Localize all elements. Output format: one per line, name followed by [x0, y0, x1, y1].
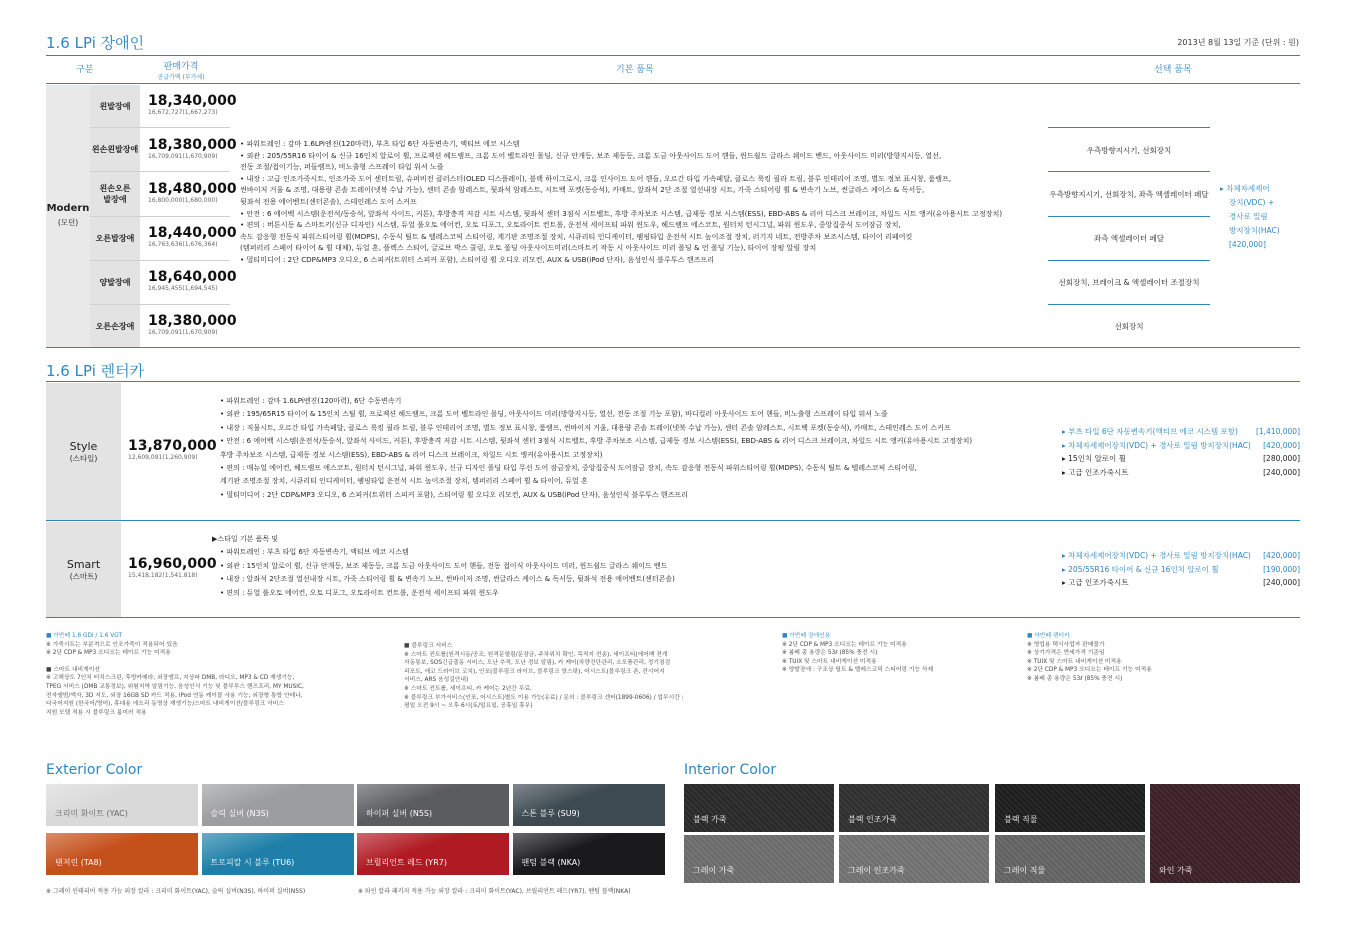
exterior-swatch [513, 784, 665, 826]
option-divider [1048, 127, 1210, 128]
notes-col4: ■ 아반떼 렌터카 ※ 영업용 택시사업자 판매불가 ※ 상기가격은 면세가격 기준임 ※ TUIX 및 스마트 내비게이션 미적용 ※ 2단 CDP & MP3 오디오는 테이프 기능 미적용 ※ 봄베 총 용량은 53ℓ (85% 충전 시) [1027, 633, 1152, 682]
price-cell: 18,440,000 16,763,636(1,676,364) [148, 225, 237, 248]
swatch-label: 스톤 블루 (SU9) [521, 809, 580, 818]
interior-swatch [839, 784, 989, 832]
option-divider [1048, 216, 1210, 217]
interior-swatch [995, 784, 1145, 832]
exterior-swatch [46, 833, 198, 875]
price-cell: 18,340,000 16,672,727(1,667,273) [148, 93, 237, 116]
row-divider [46, 520, 1300, 521]
exterior-swatch [202, 784, 354, 826]
section-title-disabled: 1.6 LPi 장애인 [46, 34, 145, 52]
style-items: • 파워트레인 : 감마 1.6LPi엔진(120마력), 6단 수동변속기 • 외관 : 195/65R15 타이어 & 15인치 스틸 휠, 프로젝션 헤드램프, 크롬 도어 벨트라인 몰딩, 아웃사이드 미러(방향지시등, 열선, 전동 조절 기능 포함), 바디컬러 아웃사이드 도어 핸들, 비노출형 스프레이 타입 워셔 노즐 • 내장 : 직물시트, 오르간 타입 가속페달, 클로스 룩킹 필라 트림, 블루 인테리어 조명, 별도 정보 표시창, 룸램프, 썬바이저 거울, 대용량 콘솔 트레이(넷북 수납 가능), 센터 콘솔 암레스트, 시트백 포켓(동승석), 카매트, 스테인레스 도어 스커프 • 안전 : 6 에어백 시스템(운전석/동승석, 앞좌석 사이드, 커튼), 후방충격 저감 시트 시스템, 뒷좌석 센터 3점식 시트벨트, 후방 주차보조 시스템, 급제동 경보 시스템(ESS), EBD-ABS & 리어 디스크 브레이크, 차일드 시트 앵커(유아용시트 고정장치) 후방 주차보조 시스템, 급제동 경보 시스템(ESS), EBD-ABS & 리어 디스크 브레이크, 차일드 시트 앵커(유아용시트 고정장치) • 편의 : 매뉴얼 에어컨, 헤드램프 에스코트, 원터치 턴시그널, 파워 윈도우, 신규 디자인 폴딩 타입 무선 도어 잠금장치, 중앙집중식 도어잠금 장치, 속도 감응형 전동식 파워스티어링 휠(MDPS), 수동식 틸트 & 텔레스코픽 스티어링, 계기판 조명조절 장치, 시큐리티 인디케이터, 팸핑타입 운전석 시트 높이조절 장치, 템퍼러리 스페어 휠 & 타이어, 듀얼 혼 • 멀티미디어 : 2단 CDP&MP3 오디오, 6 스피커(트위터 스피커 포함), 스티어링 휠 오디오 리모컨, AUX & USB(iPod 단자), 음성인식 블루투스 핸즈프리 [220, 397, 973, 499]
option-cell: 우측방향지시기, 선회장치, 좌측 엑셀레이터 페달 [1049, 190, 1209, 199]
exterior-swatch [202, 833, 354, 875]
model-cell [46, 85, 90, 347]
notes-col3: ■ 아반떼 장애인용 ※ 2단 CDP & MP3 오디오는 테이프 기능 미적용 ※ 봄베 총 용량은 53ℓ (85% 충전 시) ※ TUIX 및 스마트 내비게이션 미적용 ※ 양발장애 : 구조상 틸트 & 텔레스코픽 스티어링 기능 삭제 [782, 633, 934, 674]
swatch-label: 그레이 인조가죽 [848, 866, 905, 875]
swatch-label: 블랙 인조가죽 [848, 815, 897, 824]
row-name: 오른발장애 [90, 217, 140, 260]
exterior-swatch [513, 833, 665, 875]
basic-items: • 파워트레인 : 감마 1.6LPi엔진(120마력), 부츠 타입 6단 자동변속기, 액티브 에코 시스템 • 외관 : 205/55R16 타이어 & 신규 16인치 알로이 휠, 프로젝션 헤드램프, 크롬 도어 벨트라인 몰딩, 신규 안개등, 보조 제동등, 크롬 도금 아웃사이드 도어 핸들, 윈드쉴드 글라스 쉐이드 밴드, 아웃사이드 미러(방향지시등, 열선, 전동 조절/접이기능, 퍼들램프), 비노출형 스프레이 타입 워셔 노즐 • 내장 : 고급 인조가죽시트, 인조가죽 도어 센터트림, 슈퍼비전 클러스터(OLED 디스플레이), 블랙 하이그로시, 크롬 인사이드 도어 핸들, 오르간 타입 가속페달, 클로스 룩킹 필라 트림, 블루 인테리어 조명, 별도 정보 표시창, 룸램프, 썬바이저 거울 & 조명, 대용량 콘솔 트레이(넷북 수납 가능), 센터 콘솔 암레스트, 뒷좌석 암레스트, 시트백 포켓(동승석), 카매트, 앞좌석 2단 조절 열선내장 시트, 가죽 스티어링 휠 & 변속기 노브, 썬글라스 케이스 & 독서등, 뒷좌석 전용 에어벤트(센터콘솔), 스테인레스 도어 스커프 • 안전 : 6 에어백 시스템(운전석/동승석, 앞좌석 사이드, 커튼), 후방충격 저감 시트 시스템, 뒷좌석 센터 3점식 시트벨트, 후방 주차보조 시스템, 급제동 경보 시스템(ESS), EBD-ABS & 리어 디스크 브레이크, 차일드 시트 앵커(유아용시트 고정장치) • 편의 : 버튼시동 & 스마트키(신규 디자인) 시스템, 듀얼 풀오토 에어컨, 오토 디포그, 오토라이트 컨트롤, 운전석 세이프티 파워 윈도우, 헤드램프 에스코트, 원터치 턴시그널, 파워 윈도우, 중앙집중식 도어잠금 장치, 속도 감응형 전동식 파워스티어링 휠(MDPS), 수동식 틸트 & 텔레스코픽 스티어링, 계기판 조명조절 장치, 시큐리티 인디케이터, 팸핑타입 운전석 시트 높이조절 장치, 러기지 네트, 전방주차 보조시스템, 타이어 리페어킷 (템퍼러리 스페어 타이어 & 휠 대체), 듀얼 혼, 플렉스 스티어, 글로브 박스 쿨링, 오토 폴딩 아웃사이드미러(스마트키 작동 시 아웃사이드 미러 폴딩 & 언 폴딩 기능), 타이어 장펑 알림 장치 • 멀티미디어 : 2단 CDP&MP3 오디오, 6 스피커(트위터 스피커 포함), 스티어링 휠 오디오 리모컨, AUX & USB(iPod 단자), 음성인식 블루투스 핸즈프리 [240, 139, 1003, 264]
section-title-rental: 1.6 LPi 렌터카 [46, 362, 145, 380]
interior-swatch [684, 784, 834, 832]
row-divider [90, 216, 230, 217]
interior-color-title: Interior Color [684, 762, 777, 778]
interior-swatch [995, 835, 1145, 883]
header-option: 선택 품목 [1154, 65, 1192, 75]
header-gubun: 구분 [76, 65, 94, 75]
swatch-label: 그레이 직물 [1004, 866, 1046, 875]
header-price: 판매가격 공급가액 (부가세) [157, 62, 205, 81]
interior-swatch [839, 835, 989, 883]
smart-options: ▸ 차체자세제어장치(VDC) + 경사로 밀림 방지장치(HAC) [420,000] ▸ 205/55R16 타이어 & 신규 16인치 알로이 휠 [190,000] ▸ 고급 인조가죽시트 [240,000] [1062, 551, 1300, 588]
swatch-label: 탠저린 (TA8) [55, 858, 102, 867]
notes-col2: ■ 블루링크 서비스 ※ 스마트 컨트롤(원격시동/공조, 원격문열림/문잠금, 주차위치 확인, 목적지 전송), 세이프티(에어백 전개 자동통보, SOS긴급출동 서비스, 도난 추적, 도난 경보 알림), 카 케어(차량진단관리, 소모품관리, 정기점검 리포트, 에코 드라이브 코치), 인포(블루링크 라이브, 블루링크 핫스팟), 어시스트(블루링크 존, 컨시어지 서비스, ARS 음성길안내) ※ 스마트 컨트롤, 세이프티, 카 케어는 2년간 무료. ※ 블루링크 부가서비스(인포, 어시스트)별도 이용 가능(유료) / 문의 : 블루링크 센터(1899-0606) / 업무시간 : 평일 오전 9시 ~ 오후 6시(토/일요일, 공휴일 휴무) [404, 643, 684, 710]
swatch-label: 블랙 가죽 [693, 815, 727, 824]
swatch-label: 블랙 직물 [1004, 815, 1038, 824]
table-header [46, 58, 1300, 82]
price-cell: 18,380,000 16,709,091(1,670,909) [148, 313, 237, 336]
exterior-swatch [46, 784, 198, 826]
header-basic: 기본 품목 [616, 65, 654, 75]
swatch-label: 트로피칼 시 블루 (TU6) [210, 858, 295, 867]
divider [46, 55, 1300, 56]
divider [46, 347, 1300, 348]
price-cell: 18,640,000 16,945,455(1,694,545) [148, 269, 237, 292]
option-cell: 우측방향지시기, 선회장치 [1086, 146, 1172, 155]
trim-style: Style (스타일) [46, 383, 121, 520]
price-cell: 16,960,000 15,418,182(1,541,818) [128, 556, 217, 579]
option-divider [1048, 304, 1210, 305]
exterior-caption-right: ※ 와인 칼라 패키지 적용 가능 외장 칼라 : 크리미 화이트(YAC), 브릴리언트 레드(YR7), 팬텀 블랙(NKA) [358, 888, 631, 895]
exterior-caption-left: ※ 그레이 인테리어 적용 가능 외장 칼라 : 크리미 화이트(YAC), 슬릭 실버(N3S), 하이퍼 실버(N5S) [46, 888, 306, 895]
notes-col1: ■ 아반떼 1.6 GDi / 1.6 VGT ※ 가죽시트는 부분적으로 인조가죽이 적용되어 있음 ※ 2단 CDP & MP3 오디오는 테이프 기능 미적용 ■ 스마트 내비게이션 ※ 고해상도 7인치 터치스크린, 후방카메라, 외장앰프, 지상파 DMB, 라디오, MP3 & CD 재생기능, TPEG 서비스 (DMB 교통정보), 위험지역 알림기능, 음성인식 기능 및 블루투스 핸즈프리, MY MUSIC, 전자앨범/액자, 3D 지도, 외장 16GB SD 카드 적용, iPod 연동 케이블 사용 기능, 외장형 통합 안테나, 다국어지원 (한국어/영어), 휴대용 에오리 동영상 재생기능/스마트 내비게이션/블루링크 서비스 지원 모델 적용 시 블루링크 룸미러 적용 [46, 633, 304, 716]
exterior-color-title: Exterior Color [46, 762, 143, 778]
row-name: 양발장애 [90, 261, 140, 304]
row-divider [90, 127, 230, 128]
model-name: Modern [46, 203, 90, 214]
swatch-label: 크리미 화이트 (YAC) [55, 809, 128, 818]
style-options: ▸ 부츠 타입 6단 자동변속기(액티브 에코 시스템 포함) [1,410,000] ▸ 차체자세제어장치(VDC) + 경사로 밀림 방지장치(HAC) [420,000] ▸ 15인치 알로이 휠 [280,000] ▸ 고급 인조가죽시트 [240,000] [1062, 427, 1300, 477]
row-name: 왼손왼발장애 [90, 128, 140, 171]
date-note: 2013년 8월 13일 기준 (단위 : 원) [1177, 38, 1299, 47]
model-sub: (모던) [57, 218, 79, 227]
swatch-label: 하이퍼 실버 (N5S) [366, 809, 433, 818]
swatch-label: 와인 가죽 [1159, 866, 1193, 875]
price-cell: 18,380,000 16,709,091(1,670,909) [148, 137, 237, 160]
exterior-swatch [357, 784, 509, 826]
price-cell: 18,480,000 16,800,000(1,680,000) [148, 181, 237, 204]
divider [46, 83, 1300, 84]
option-divider [1048, 171, 1210, 172]
interior-swatch [684, 835, 834, 883]
row-divider [90, 260, 230, 261]
option-cell: 선회장치, 브레이크 & 엑셀레이터 조절장치 [1058, 278, 1200, 287]
row-name: 왼손오른발장애 [90, 172, 140, 216]
row-name: 오른손장애 [90, 305, 140, 347]
divider [46, 617, 1300, 618]
divider [46, 381, 1300, 382]
smart-items: ▶스타일 기본 품목 및 • 파워트레인 : 부츠 타입 6단 자동변속기, 액티브 에코 시스템 • 외관 : 15인치 알로이 휠, 신규 안개등, 보조 제동등, 크롬 도금 아웃사이드 도어 핸들, 전동 접이식 아웃사이드 미러, 윈드쉴드 글라스 쉐이드 밴드 • 내장 : 앞좌석 2단조절 열선내장 시트, 가죽 스티어링 휠 & 변속기 노브, 썬바이저 조명, 썬글라스 케이스 & 독서등, 뒷좌석 전용 에어벤트(센터콘솔) • 편의 : 듀얼 풀오토 에어컨, 오토 디포그, 오토라이트 컨트롤, 운전석 세이프티 파워 윈도우 [212, 535, 675, 597]
swatch-label: 그레이 가죽 [693, 866, 735, 875]
swatch-label: 팬텀 블랙 (NKA) [521, 858, 581, 867]
price-cell: 13,870,000 12,609,091(1,260,909) [128, 438, 217, 461]
option-cell: 선회장치 [1114, 322, 1144, 331]
swatch-label: 슬릭 실버 (N3S) [210, 809, 269, 818]
exterior-swatch [357, 833, 509, 875]
option-vdc: ▸ 차체자세제어 장치(VDC) + 경사로 밀림 방지장치(HAC) [420,000] [1220, 184, 1280, 249]
row-divider [90, 171, 230, 172]
interior-swatch [1150, 784, 1300, 883]
trim-smart: Smart (스마트) [46, 522, 121, 617]
row-name: 왼발장애 [90, 85, 140, 127]
option-cell: 좌측 엑셀레이터 페달 [1094, 234, 1164, 243]
option-divider [1048, 260, 1210, 261]
row-divider [90, 304, 230, 305]
swatch-label: 브릴리언트 레드 (YR7) [366, 858, 447, 867]
